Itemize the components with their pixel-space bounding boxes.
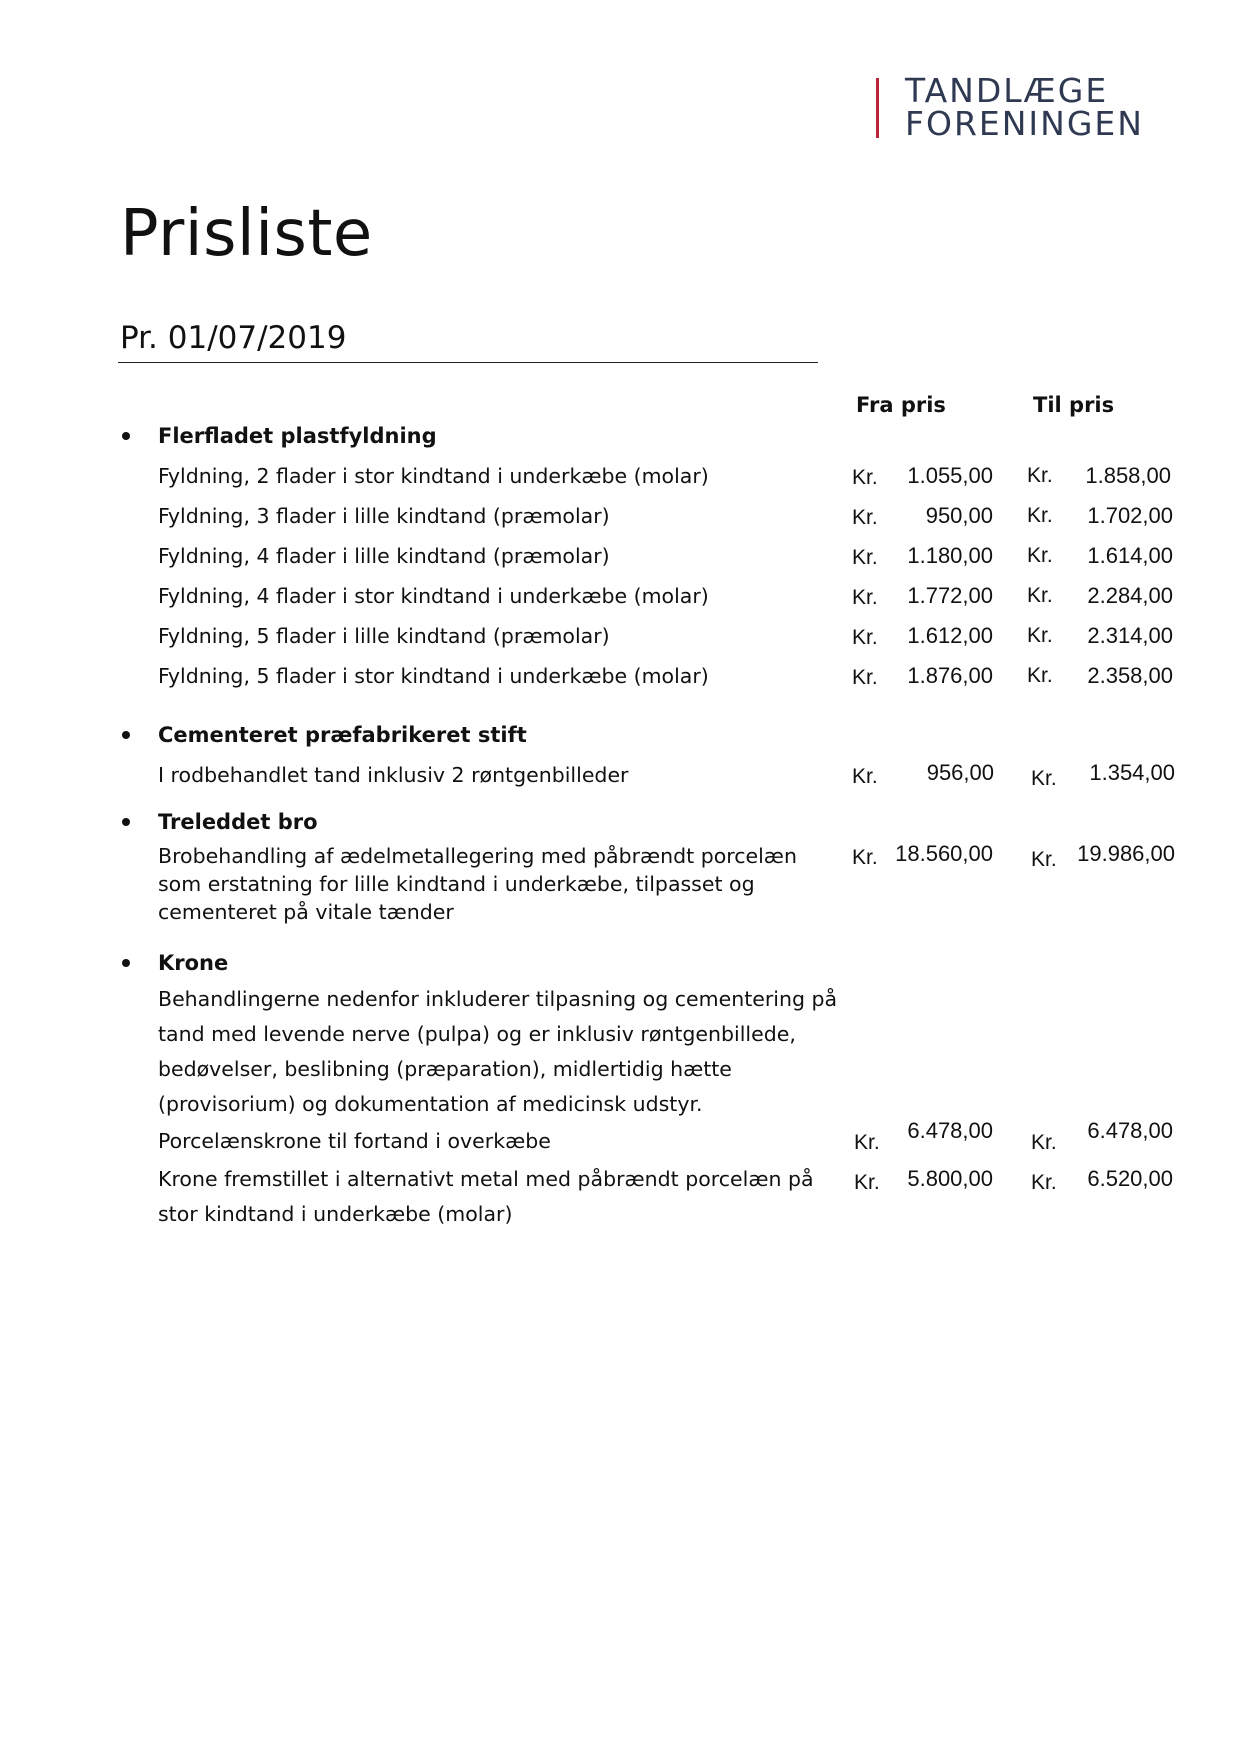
row-label-multiline bbox=[158, 1162, 838, 1232]
currency-label: Kr. bbox=[1027, 584, 1053, 607]
bullet-icon bbox=[122, 818, 130, 826]
row-label-line: som erstatning for lille kindtand i underkæbe, tilpasset og bbox=[158, 872, 755, 896]
section-title-krone: Krone bbox=[158, 951, 229, 975]
row-label: I rodbehandlet tand inklusiv 2 røntgenbilleder bbox=[158, 763, 629, 787]
row-label-line: Krone fremstillet i alternativt metal med påbrændt porcelæn på bbox=[158, 1167, 814, 1191]
currency-label: Kr. bbox=[1031, 1171, 1057, 1194]
row-label: Fyldning, 4 flader i lille kindtand (præmolar) bbox=[158, 544, 610, 568]
to-price: 2.314,00 bbox=[1087, 623, 1173, 648]
row-label: Fyldning, 4 flader i stor kindtand i underkæbe (molar) bbox=[158, 584, 709, 608]
row-label-multiline bbox=[158, 842, 838, 926]
currency-label: Kr. bbox=[852, 846, 878, 869]
to-price: 6.520,00 bbox=[1087, 1166, 1173, 1191]
to-price: 1.614,00 bbox=[1087, 543, 1173, 568]
from-price: 1.055,00 bbox=[907, 463, 993, 488]
currency-label: Kr. bbox=[1027, 624, 1053, 647]
currency-label: Kr. bbox=[1031, 848, 1057, 871]
currency-label: Kr. bbox=[854, 1131, 880, 1154]
to-price: 6.478,00 bbox=[1087, 1118, 1173, 1143]
from-price: 5.800,00 bbox=[907, 1166, 993, 1191]
currency-label: Kr. bbox=[1027, 464, 1053, 487]
currency-label: Kr. bbox=[852, 506, 878, 529]
currency-label: Kr. bbox=[852, 626, 878, 649]
to-price: 2.358,00 bbox=[1087, 663, 1173, 688]
price-date: Pr. 01/07/2019 bbox=[120, 320, 347, 356]
from-price: 1.876,00 bbox=[907, 663, 993, 688]
intro-line: bedøvelser, beslibning (præparation), midlertidig hætte bbox=[158, 1057, 732, 1081]
row-label: Fyldning, 5 flader i lille kindtand (præmolar) bbox=[158, 624, 610, 648]
from-price: 1.612,00 bbox=[907, 623, 993, 648]
to-price: 1.702,00 bbox=[1087, 503, 1173, 528]
to-price: 1.354,00 bbox=[1089, 760, 1175, 785]
row-label: Fyldning, 3 flader i lille kindtand (præmolar) bbox=[158, 504, 610, 528]
logo-line-1: TANDLÆGE bbox=[905, 71, 1109, 110]
from-price: 18.560,00 bbox=[895, 841, 993, 866]
from-price: 1.180,00 bbox=[907, 543, 993, 568]
currency-label: Kr. bbox=[852, 765, 878, 788]
krone-intro-paragraph bbox=[158, 982, 838, 1122]
currency-label: Kr. bbox=[852, 466, 878, 489]
from-price: 1.772,00 bbox=[907, 583, 993, 608]
currency-label: Kr. bbox=[852, 666, 878, 689]
from-price: 950,00 bbox=[925, 503, 993, 528]
currency-label: Kr. bbox=[1027, 544, 1053, 567]
column-header-to-price: Til pris bbox=[1033, 393, 1115, 417]
logo-accent-bar bbox=[876, 78, 879, 138]
logo-wordmark bbox=[905, 71, 1144, 143]
date-underline bbox=[118, 362, 818, 363]
bullet-icon bbox=[122, 731, 130, 739]
to-price: 1.858,00 bbox=[1085, 463, 1171, 488]
currency-label: Kr. bbox=[852, 586, 878, 609]
from-price: 6.478,00 bbox=[907, 1118, 993, 1143]
intro-line: (provisorium) og dokumentation af medicinsk udstyr. bbox=[158, 1092, 703, 1116]
row-label: Porcelænskrone til fortand i overkæbe bbox=[158, 1129, 551, 1153]
logo-line-2: FORENINGEN bbox=[905, 104, 1144, 143]
row-label-line: stor kindtand i underkæbe (molar) bbox=[158, 1202, 513, 1226]
column-header-from-price: Fra pris bbox=[856, 393, 946, 417]
row-label-line: Brobehandling af ædelmetallegering med påbrændt porcelæn bbox=[158, 844, 797, 868]
row-label: Fyldning, 5 flader i stor kindtand i underkæbe (molar) bbox=[158, 664, 709, 688]
to-price: 19.986,00 bbox=[1077, 841, 1175, 866]
tandlaegeforeningen-logo bbox=[876, 71, 1144, 143]
bullet-icon bbox=[122, 432, 130, 440]
intro-line: tand med levende nerve (pulpa) og er inklusiv røntgenbillede, bbox=[158, 1022, 796, 1046]
row-label: Fyldning, 2 flader i stor kindtand i underkæbe (molar) bbox=[158, 464, 709, 488]
from-price: 956,00 bbox=[926, 760, 994, 785]
currency-label: Kr. bbox=[1031, 767, 1057, 790]
intro-line: Behandlingerne nedenfor inkluderer tilpasning og cementering på bbox=[158, 987, 838, 1011]
currency-label: Kr. bbox=[1027, 504, 1053, 527]
currency-label: Kr. bbox=[1027, 664, 1053, 687]
currency-label: Kr. bbox=[854, 1171, 880, 1194]
section-title-plastfyldning: Flerfladet plastfyldning bbox=[158, 424, 437, 448]
bullet-icon bbox=[122, 959, 130, 967]
page-title: Prisliste bbox=[120, 197, 373, 271]
section-title-stift: Cementeret præfabrikeret stift bbox=[158, 723, 527, 747]
currency-label: Kr. bbox=[852, 546, 878, 569]
row-label-line: cementeret på vitale tænder bbox=[158, 900, 454, 924]
currency-label: Kr. bbox=[1031, 1131, 1057, 1154]
to-price: 2.284,00 bbox=[1087, 583, 1173, 608]
section-title-bro: Treleddet bro bbox=[158, 810, 318, 834]
